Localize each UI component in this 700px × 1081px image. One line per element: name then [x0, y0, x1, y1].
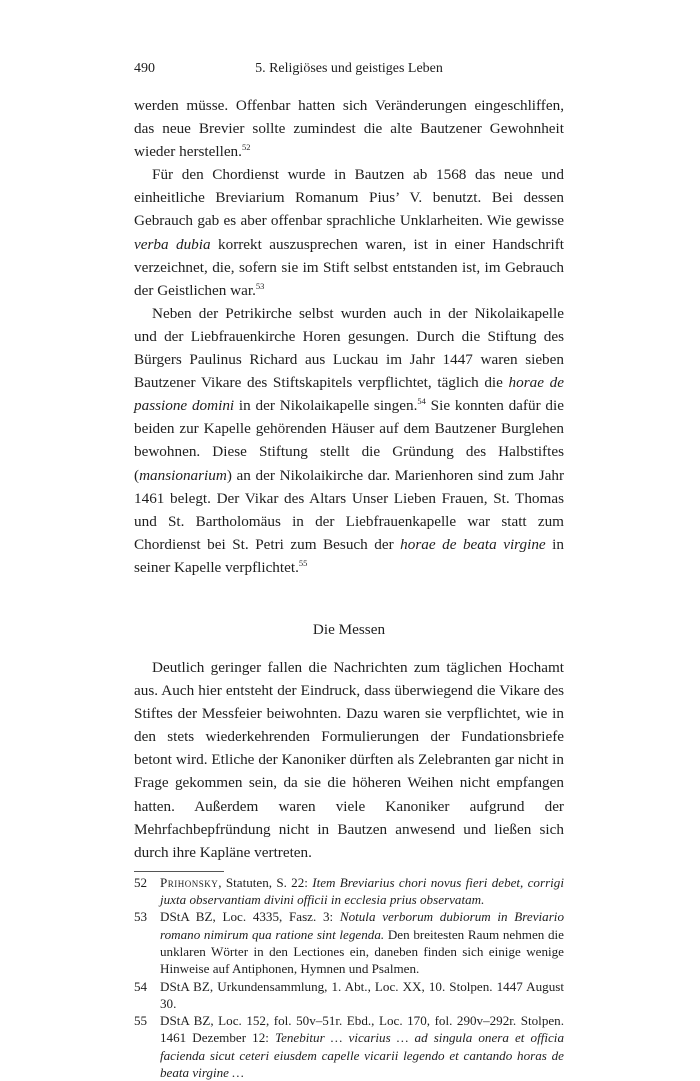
- italic-text: Notula verborum dubiorum in Breviario romano nimirum qua ratione sint legenda.: [160, 909, 564, 942]
- page-number: 490: [134, 61, 155, 76]
- text-run: in der Nikolaikapelle singen.: [234, 397, 418, 415]
- text-run: korrekt auszusprechen waren, ist in einer Handschrift verzeichnet, die, sofern sie im Stift selbst entstanden ist, im Gebrauch der Geistlichen war.: [134, 235, 564, 299]
- footnote-ref: 53: [255, 280, 265, 291]
- footnote-number: 55: [134, 1013, 148, 1029]
- footnote: [134, 874, 564, 909]
- italic-text: Tenebitur … vicarius … ad singula onera et officia facienda sicut ceteri eiusdem capelle vicarii legendo et cantando horas de beata virgine …: [160, 1030, 564, 1081]
- running-title: 5. Religiöses und geistiges Leben: [255, 61, 443, 76]
- text-run: Deutlich geringer fallen die Nachrichten zum täglichen Hochamt aus. Auch hier entsteht der Eindruck, dass überwiegend die Vikare des Stiftes der Messfeier beiwohnten. Dazu waren sie verpflichtet, wie in den stets wiederkehrenden Formulierungen der Fundationsbriefe betont wird. Etliche der Kanoniker dürften als Zelebranten gar nicht in Frage gekommen sein, da sie die höheren Weihen nicht empfangen hatten. Außerdem waren viele Kanoniker aufgrund der Mehrfachbepfründung nicht in Bautzen anwesend und ließen sich durch ihre Kapläne vertreten.: [134, 658, 564, 861]
- section-heading: Die Messen: [312, 620, 386, 638]
- footnote-text: [160, 874, 564, 909]
- footnote-text: [160, 978, 564, 1013]
- text-run: in seiner Kapelle verpflichtet.: [134, 535, 564, 576]
- footnote-divider: [134, 871, 224, 872]
- text-run: , Statuten, S. 22:: [218, 874, 313, 890]
- footnote-ref: 54: [417, 396, 426, 407]
- footnote: [134, 908, 564, 977]
- footnote-number: 52: [134, 874, 148, 890]
- footnote: [134, 978, 564, 1013]
- text-run: werden müsse. Offenbar hatten sich Veränderungen eingeschliffen, das neue Brevier sollte zumindest die alte Bautzener Gewohnheit wieder herstellen.: [134, 97, 564, 161]
- text-run: DStA BZ, Urkundensammlung, 1. Abt., Loc. XX, 10. Stolpen. 1447 August 30.: [160, 978, 564, 1011]
- italic-text: mansionarium: [139, 466, 227, 484]
- text-run: DStA BZ, Loc. 152, fol. 50v–51r. Ebd., Loc. 170, fol. 290v–292r. Stolpen. 1461 Dezember 12:: [160, 1013, 564, 1046]
- author-name: Prihonsky: [160, 874, 219, 890]
- paragraph: [134, 302, 564, 579]
- paragraph: [134, 656, 564, 864]
- footnote: [134, 1012, 564, 1081]
- text-run: Neben der Petrikirche selbst wurden auch in der Nikolaikapelle und der Liebfrauenkirche Horen gesungen. Durch die Stiftung des Bürgers Paulinus Richard aus Luckau im Jahr 1447 waren sieben Bautzener Vikare des Stiftskapitels verpflichtet, täglich die: [134, 304, 564, 392]
- text-run: Den breitesten Raum nehmen die unklaren Wörter in den Lectiones ein, daneben finden sich einige wenige Hinweise auf Antiphonen, Hymnen und Psalmen.: [160, 926, 564, 977]
- footnote-ref: 52: [241, 142, 251, 153]
- footnotes: [134, 874, 564, 1081]
- italic-text: Item Breviarius chori novus fieri debet, corrigi juxta observantiam divini officii in ecclesia prius observatam.: [160, 874, 564, 908]
- italic-text: verba dubia: [134, 235, 211, 253]
- text-run: DStA BZ, Loc. 4335, Fasz. 3:: [160, 909, 340, 925]
- footnote-text: [160, 908, 564, 977]
- text-run: Sie konnten dafür die beiden zur Kapelle gehörenden Häuser auf dem Bautzener Burglehen bewohnen. Diese Stiftung stellt die Gründung des Halbstiftes (: [134, 397, 564, 484]
- text-run: Für den Chordienst wurde in Bautzen ab 1568 das neue und einheitliche Breviarium Romanum Pius’ V. benutzt. Bei dessen Gebrauch gab es aber offenbar sprachliche Unklarheiten. Wie gewisse: [134, 166, 564, 230]
- paragraph: [134, 94, 564, 163]
- book-page: [134, 58, 564, 1081]
- footnote-ref: 55: [298, 557, 308, 568]
- running-header: [134, 58, 564, 80]
- footnote-number: 54: [134, 978, 148, 994]
- footnote-text: [160, 1012, 564, 1081]
- paragraph: [134, 163, 564, 302]
- italic-text: horae de beata virgine: [400, 535, 546, 553]
- text-run: ) an der Nikolaikirche dar. Marienhoren sind zum Jahr 1461 belegt. Der Vikar des Altars Unser Lieben Frauen, St. Thomas und St. Bartholomäus in der Liebfrauenkapelle war statt zum Chordienst bei St. Petri zum Besuch der: [134, 466, 564, 553]
- italic-text: horae de passione domini: [134, 374, 564, 415]
- footnote-number: 53: [134, 909, 148, 925]
- body-text: [134, 94, 564, 864]
